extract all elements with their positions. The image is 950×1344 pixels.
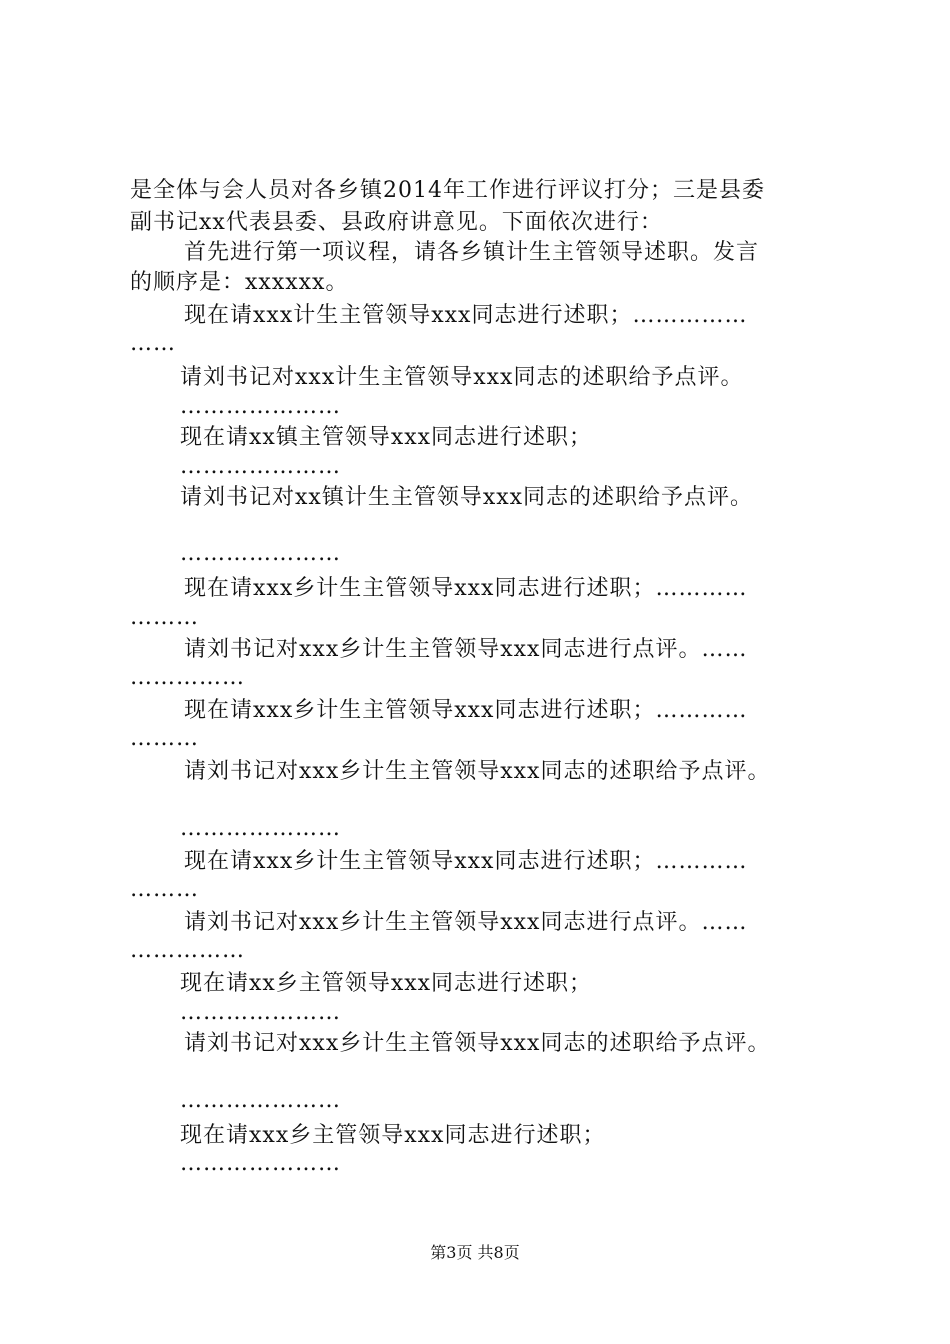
text-line: ……… [130, 726, 199, 751]
text-line: 请刘书记对xxx乡计生主管领导xxx同志的述职给予点评。 [184, 1031, 771, 1056]
text-line: 请刘书记对xxx计生主管领导xxx同志的述职给予点评。 [180, 365, 744, 390]
text-line: 现在请xxx计生主管领导xxx同志进行述职；…………… [184, 303, 748, 328]
text-line: …………… [130, 665, 245, 690]
text-line: 首先进行第一项议程，请各乡镇计生主管领导述职。发言 [184, 240, 760, 265]
text-line: ………………… [180, 454, 341, 479]
text-line: 现在请xxx乡计生主管领导xxx同志进行述职；………… [184, 698, 748, 723]
text-line: ………………… [180, 394, 341, 419]
text-line: ……… [130, 605, 199, 630]
text-line: 请刘书记对xxx乡计生主管领导xxx同志进行点评。…… [184, 637, 748, 662]
text-line: 现在请xx镇主管领导xxx同志进行述职； [180, 425, 593, 450]
text-line: 现在请xxx乡主管领导xxx同志进行述职； [180, 1123, 606, 1148]
text-line: 请刘书记对xxx乡计生主管领导xxx同志进行点评。…… [184, 910, 748, 935]
page-footer: 第3页 共8页 [430, 1243, 520, 1262]
text-line: 的顺序是：xxxxxx。 [130, 270, 349, 295]
text-line: …………… [130, 938, 245, 963]
text-line: 副书记xx代表县委、县政府讲意见。下面依次进行： [130, 210, 663, 235]
text-line: 请刘书记对xxx乡计生主管领导xxx同志的述职给予点评。 [184, 759, 771, 784]
text-line: ………………… [180, 816, 341, 841]
text-line: 现在请xxx乡计生主管领导xxx同志进行述职；………… [184, 849, 748, 874]
text-line: ………………… [180, 1088, 341, 1113]
text-line: …… [130, 331, 176, 356]
text-line: ………………… [180, 541, 341, 566]
text-line: 是全体与会人员对各乡镇2014年工作进行评议打分；三是县委 [130, 178, 765, 203]
text-line: 现在请xxx乡计生主管领导xxx同志进行述职；………… [184, 576, 748, 601]
text-line: ………………… [180, 1151, 341, 1176]
text-line: ………………… [180, 1000, 341, 1025]
text-line: 现在请xx乡主管领导xxx同志进行述职； [180, 971, 593, 996]
text-line: 请刘书记对xx镇计生主管领导xxx同志的述职给予点评。 [180, 485, 754, 510]
text-line: ……… [130, 877, 199, 902]
